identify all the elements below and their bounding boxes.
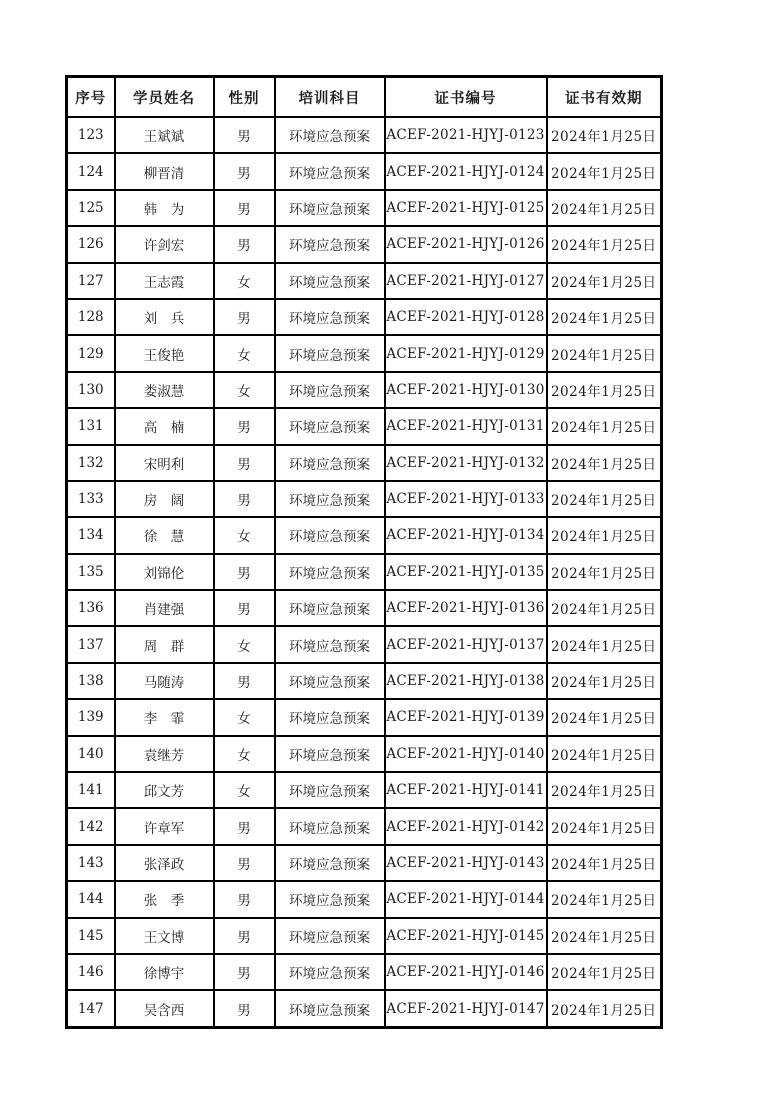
table-row — [67, 590, 662, 626]
cell-student-name: 王斌斌 — [115, 117, 214, 153]
cell-index: 127 — [67, 263, 115, 299]
cell-validity: 2024年1月25日 — [547, 226, 662, 262]
cell-validity: 2024年1月25日 — [547, 372, 662, 408]
cell-validity: 2024年1月25日 — [547, 990, 662, 1027]
table-row — [67, 299, 662, 335]
cell-subject: 环境应急预案 — [275, 881, 385, 917]
table-row — [67, 517, 662, 553]
cell-certificate-number: ACEF-2021-HJYJ-0136 — [385, 590, 547, 626]
cell-subject: 环境应急预案 — [275, 517, 385, 553]
cell-index: 123 — [67, 117, 115, 153]
cell-certificate-number: ACEF-2021-HJYJ-0142 — [385, 808, 547, 844]
cell-student-name: 娄淑慧 — [115, 372, 214, 408]
cell-certificate-number: ACEF-2021-HJYJ-0143 — [385, 845, 547, 881]
cell-validity: 2024年1月25日 — [547, 699, 662, 735]
cell-index: 145 — [67, 918, 115, 954]
cell-validity: 2024年1月25日 — [547, 918, 662, 954]
cell-subject: 环境应急预案 — [275, 445, 385, 481]
cell-certificate-number: ACEF-2021-HJYJ-0140 — [385, 736, 547, 772]
cell-certificate-number: ACEF-2021-HJYJ-0124 — [385, 153, 547, 189]
cell-student-name: 王志霞 — [115, 263, 214, 299]
cell-student-name: 王俊艳 — [115, 335, 214, 371]
table-row — [67, 808, 662, 844]
cell-index: 144 — [67, 881, 115, 917]
cell-student-name: 肖建强 — [115, 590, 214, 626]
cell-student-name: 许章军 — [115, 808, 214, 844]
cell-subject: 环境应急预案 — [275, 808, 385, 844]
cell-gender: 男 — [214, 590, 275, 626]
cell-gender: 男 — [214, 299, 275, 335]
cell-gender: 男 — [214, 445, 275, 481]
cell-validity: 2024年1月25日 — [547, 663, 662, 699]
cell-subject: 环境应急预案 — [275, 590, 385, 626]
cell-index: 128 — [67, 299, 115, 335]
table-row — [67, 736, 662, 772]
cell-gender: 男 — [214, 845, 275, 881]
cell-index: 129 — [67, 335, 115, 371]
table-row — [67, 226, 662, 262]
cell-validity: 2024年1月25日 — [547, 736, 662, 772]
cell-gender: 男 — [214, 226, 275, 262]
cell-index: 135 — [67, 554, 115, 590]
cell-certificate-number: ACEF-2021-HJYJ-0132 — [385, 445, 547, 481]
cell-index: 146 — [67, 954, 115, 990]
cell-certificate-number: ACEF-2021-HJYJ-0128 — [385, 299, 547, 335]
cell-validity: 2024年1月25日 — [547, 881, 662, 917]
cell-validity: 2024年1月25日 — [547, 772, 662, 808]
cell-index: 133 — [67, 481, 115, 517]
table-row — [67, 481, 662, 517]
cell-certificate-number: ACEF-2021-HJYJ-0137 — [385, 626, 547, 662]
cell-subject: 环境应急预案 — [275, 554, 385, 590]
cell-gender: 男 — [214, 954, 275, 990]
cell-gender: 男 — [214, 117, 275, 153]
cell-index: 138 — [67, 663, 115, 699]
cell-student-name: 马随涛 — [115, 663, 214, 699]
cell-student-name: 吴含西 — [115, 990, 214, 1027]
table-row — [67, 408, 662, 444]
cell-certificate-number: ACEF-2021-HJYJ-0134 — [385, 517, 547, 553]
cell-validity: 2024年1月25日 — [547, 190, 662, 226]
cell-index: 142 — [67, 808, 115, 844]
cell-subject: 环境应急预案 — [275, 699, 385, 735]
header-certificate-number: 证书编号 — [385, 77, 547, 118]
cell-index: 124 — [67, 153, 115, 189]
cell-student-name: 柳晋清 — [115, 153, 214, 189]
cell-certificate-number: ACEF-2021-HJYJ-0146 — [385, 954, 547, 990]
cell-student-name: 袁继芳 — [115, 736, 214, 772]
cell-student-name: 张泽政 — [115, 845, 214, 881]
table-row — [67, 117, 662, 153]
cell-subject: 环境应急预案 — [275, 190, 385, 226]
cell-certificate-number: ACEF-2021-HJYJ-0126 — [385, 226, 547, 262]
cell-certificate-number: ACEF-2021-HJYJ-0144 — [385, 881, 547, 917]
cell-gender: 男 — [214, 663, 275, 699]
table-row — [67, 372, 662, 408]
cell-gender: 女 — [214, 517, 275, 553]
cell-validity: 2024年1月25日 — [547, 445, 662, 481]
cell-index: 143 — [67, 845, 115, 881]
header-validity: 证书有效期 — [547, 77, 662, 118]
cell-student-name: 李 霏 — [115, 699, 214, 735]
cell-gender: 女 — [214, 772, 275, 808]
cell-student-name: 徐 慧 — [115, 517, 214, 553]
cell-gender: 男 — [214, 808, 275, 844]
cell-subject: 环境应急预案 — [275, 918, 385, 954]
cell-student-name: 房 阔 — [115, 481, 214, 517]
cell-subject: 环境应急预案 — [275, 335, 385, 371]
cell-gender: 男 — [214, 153, 275, 189]
cell-validity: 2024年1月25日 — [547, 481, 662, 517]
cell-subject: 环境应急预案 — [275, 990, 385, 1027]
certificate-roster-table — [65, 75, 663, 1029]
table-row — [67, 263, 662, 299]
table-row — [67, 990, 662, 1027]
cell-index: 140 — [67, 736, 115, 772]
cell-gender: 女 — [214, 626, 275, 662]
cell-gender: 女 — [214, 263, 275, 299]
cell-student-name: 徐博宇 — [115, 954, 214, 990]
table-row — [67, 699, 662, 735]
table-row — [67, 881, 662, 917]
cell-certificate-number: ACEF-2021-HJYJ-0147 — [385, 990, 547, 1027]
table-row — [67, 918, 662, 954]
cell-validity: 2024年1月25日 — [547, 590, 662, 626]
cell-student-name: 许剑宏 — [115, 226, 214, 262]
table-row — [67, 626, 662, 662]
cell-student-name: 韩 为 — [115, 190, 214, 226]
table-row — [67, 153, 662, 189]
cell-gender: 女 — [214, 699, 275, 735]
cell-validity: 2024年1月25日 — [547, 117, 662, 153]
cell-subject: 环境应急预案 — [275, 481, 385, 517]
cell-certificate-number: ACEF-2021-HJYJ-0131 — [385, 408, 547, 444]
cell-certificate-number: ACEF-2021-HJYJ-0139 — [385, 699, 547, 735]
cell-validity: 2024年1月25日 — [547, 408, 662, 444]
cell-index: 125 — [67, 190, 115, 226]
cell-subject: 环境应急预案 — [275, 845, 385, 881]
cell-subject: 环境应急预案 — [275, 736, 385, 772]
table-row — [67, 554, 662, 590]
cell-validity: 2024年1月25日 — [547, 954, 662, 990]
table-row — [67, 954, 662, 990]
table-body — [67, 117, 662, 1027]
header-gender: 性别 — [214, 77, 275, 118]
cell-certificate-number: ACEF-2021-HJYJ-0141 — [385, 772, 547, 808]
cell-student-name: 邱文芳 — [115, 772, 214, 808]
cell-subject: 环境应急预案 — [275, 226, 385, 262]
table-row — [67, 445, 662, 481]
cell-student-name: 刘锦伦 — [115, 554, 214, 590]
cell-subject: 环境应急预案 — [275, 153, 385, 189]
cell-validity: 2024年1月25日 — [547, 554, 662, 590]
table-row — [67, 663, 662, 699]
cell-subject: 环境应急预案 — [275, 372, 385, 408]
cell-student-name: 张 季 — [115, 881, 214, 917]
header-row — [67, 77, 662, 118]
header-student-name: 学员姓名 — [115, 77, 214, 118]
cell-subject: 环境应急预案 — [275, 263, 385, 299]
cell-student-name: 高 楠 — [115, 408, 214, 444]
cell-subject: 环境应急预案 — [275, 954, 385, 990]
cell-index: 141 — [67, 772, 115, 808]
cell-certificate-number: ACEF-2021-HJYJ-0133 — [385, 481, 547, 517]
cell-student-name: 周 群 — [115, 626, 214, 662]
cell-index: 130 — [67, 372, 115, 408]
cell-gender: 男 — [214, 408, 275, 444]
cell-index: 147 — [67, 990, 115, 1027]
cell-gender: 男 — [214, 918, 275, 954]
cell-gender: 女 — [214, 335, 275, 371]
cell-certificate-number: ACEF-2021-HJYJ-0123 — [385, 117, 547, 153]
cell-gender: 男 — [214, 190, 275, 226]
cell-certificate-number: ACEF-2021-HJYJ-0130 — [385, 372, 547, 408]
table-row — [67, 772, 662, 808]
table-row — [67, 190, 662, 226]
cell-index: 126 — [67, 226, 115, 262]
cell-certificate-number: ACEF-2021-HJYJ-0127 — [385, 263, 547, 299]
cell-gender: 男 — [214, 554, 275, 590]
cell-validity: 2024年1月25日 — [547, 335, 662, 371]
cell-subject: 环境应急预案 — [275, 772, 385, 808]
cell-certificate-number: ACEF-2021-HJYJ-0135 — [385, 554, 547, 590]
cell-index: 131 — [67, 408, 115, 444]
header-index: 序号 — [67, 77, 115, 118]
cell-validity: 2024年1月25日 — [547, 626, 662, 662]
cell-certificate-number: ACEF-2021-HJYJ-0129 — [385, 335, 547, 371]
cell-index: 134 — [67, 517, 115, 553]
table-row — [67, 845, 662, 881]
cell-subject: 环境应急预案 — [275, 408, 385, 444]
cell-gender: 男 — [214, 481, 275, 517]
cell-validity: 2024年1月25日 — [547, 263, 662, 299]
cell-validity: 2024年1月25日 — [547, 153, 662, 189]
cell-student-name: 刘 兵 — [115, 299, 214, 335]
cell-certificate-number: ACEF-2021-HJYJ-0125 — [385, 190, 547, 226]
header-subject: 培训科目 — [275, 77, 385, 118]
cell-validity: 2024年1月25日 — [547, 845, 662, 881]
cell-student-name: 宋明利 — [115, 445, 214, 481]
cell-validity: 2024年1月25日 — [547, 808, 662, 844]
cell-gender: 男 — [214, 881, 275, 917]
cell-index: 139 — [67, 699, 115, 735]
cell-gender: 女 — [214, 372, 275, 408]
cell-subject: 环境应急预案 — [275, 663, 385, 699]
cell-gender: 男 — [214, 990, 275, 1027]
cell-validity: 2024年1月25日 — [547, 299, 662, 335]
cell-certificate-number: ACEF-2021-HJYJ-0145 — [385, 918, 547, 954]
cell-student-name: 王文博 — [115, 918, 214, 954]
cell-certificate-number: ACEF-2021-HJYJ-0138 — [385, 663, 547, 699]
cell-index: 132 — [67, 445, 115, 481]
cell-index: 136 — [67, 590, 115, 626]
cell-subject: 环境应急预案 — [275, 117, 385, 153]
cell-gender: 女 — [214, 736, 275, 772]
cell-index: 137 — [67, 626, 115, 662]
table-row — [67, 335, 662, 371]
cell-validity: 2024年1月25日 — [547, 517, 662, 553]
cell-subject: 环境应急预案 — [275, 626, 385, 662]
cell-subject: 环境应急预案 — [275, 299, 385, 335]
